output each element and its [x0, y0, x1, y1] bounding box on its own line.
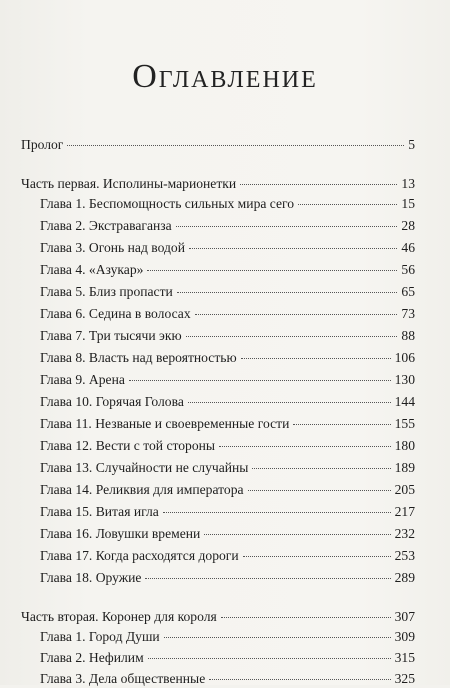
toc-entry: [40, 649, 415, 667]
dot-leader: [293, 424, 390, 425]
toc-entry: [40, 415, 415, 433]
toc-entry-page-number: 88: [401, 328, 415, 343]
toc-entry-page-number: 106: [394, 350, 415, 365]
dot-leader: [240, 184, 397, 185]
dot-leader: [219, 446, 391, 447]
toc-entry-title: Глава 17. Когда расходятся дороги: [40, 548, 239, 563]
toc-entry-title: Глава 2. Экстраваганза: [40, 218, 172, 233]
toc-entry: [21, 136, 415, 154]
toc-entry-title: Пролог: [21, 137, 64, 152]
toc-entry-title: Глава 18. Оружие: [40, 570, 142, 585]
page-title: Оглавление: [132, 58, 318, 95]
toc-entry: [40, 393, 415, 411]
dot-leader: [298, 204, 397, 205]
toc-entry-title: Глава 9. Арена: [40, 372, 125, 387]
toc-entry-title: Глава 10. Горячая Голова: [40, 394, 184, 409]
dot-leader: [252, 468, 390, 469]
toc-entry: [40, 547, 415, 565]
toc-entry: [40, 217, 415, 235]
toc-entry: [40, 305, 415, 323]
toc-entry-title: Глава 2. Нефилим: [40, 650, 144, 665]
toc-entry-title: Глава 3. Дела общественные: [40, 671, 206, 686]
dot-leader: [176, 226, 398, 227]
toc-entry: [40, 670, 415, 688]
toc-entry-page-number: 315: [394, 650, 415, 665]
toc-entry: [40, 283, 415, 301]
dot-leader: [148, 658, 391, 659]
toc-entry-page-number: 189: [394, 460, 415, 475]
toc-entry: [40, 628, 415, 646]
toc-entry-page-number: 309: [394, 629, 415, 644]
dot-leader: [189, 248, 397, 249]
dot-leader: [67, 145, 404, 146]
toc-entry: [40, 525, 415, 543]
toc-entry: [21, 608, 415, 626]
toc-entry: [40, 261, 415, 279]
toc-entry-page-number: 144: [394, 394, 415, 409]
toc-entry: [40, 327, 415, 345]
toc-entry-page-number: 217: [394, 504, 415, 519]
toc-entry: [40, 459, 415, 477]
toc-entry-title: Глава 7. Три тысячи экю: [40, 328, 182, 343]
toc-entry-title: Глава 12. Вести с той стороны: [40, 438, 216, 453]
dot-leader: [188, 402, 391, 403]
toc-entry-title: Глава 5. Близ пропасти: [40, 284, 173, 299]
dot-leader: [241, 358, 391, 359]
toc-entry-title: Глава 1. Беспомощность сильных мира сего: [40, 196, 295, 211]
toc-entry-title: Глава 6. Седина в волосах: [40, 306, 191, 321]
toc-entry: [40, 481, 415, 499]
toc-entry-page-number: 307: [394, 609, 415, 624]
dot-leader: [204, 534, 390, 535]
toc-entry-page-number: 155: [394, 416, 415, 431]
toc-entry: [40, 437, 415, 455]
dot-leader: [147, 270, 397, 271]
toc-entry-page-number: 65: [401, 284, 415, 299]
toc-entry-title: Глава 1. Город Души: [40, 629, 160, 644]
toc-entry-page-number: 180: [394, 438, 415, 453]
toc-entry-page-number: 289: [394, 570, 415, 585]
dot-leader: [163, 512, 391, 513]
dot-leader: [195, 314, 398, 315]
dot-leader: [248, 490, 391, 491]
toc-entry-title: Глава 11. Незваные и своевременные гости: [40, 416, 290, 431]
toc-entry-page-number: 56: [401, 262, 415, 277]
dot-leader: [221, 617, 391, 618]
toc-entry-page-number: 325: [394, 671, 415, 686]
dot-leader: [186, 336, 398, 337]
toc-entry: [40, 371, 415, 389]
toc-entry-page-number: 46: [401, 240, 415, 255]
toc-entry-page-number: 253: [394, 548, 415, 563]
dot-leader: [129, 380, 391, 381]
toc-entry-title: Глава 8. Власть над вероятностью: [40, 350, 237, 365]
toc-entry-page-number: 28: [401, 218, 415, 233]
toc-entry: [40, 239, 415, 257]
toc-entry: [40, 349, 415, 367]
toc-entry-page-number: 205: [394, 482, 415, 497]
toc-entry-title: Глава 3. Огонь над водой: [40, 240, 185, 255]
dot-leader: [243, 556, 391, 557]
toc-entry-page-number: 15: [401, 196, 415, 211]
toc-entry: [40, 569, 415, 587]
toc-entry-title: Глава 4. «Азукар»: [40, 262, 144, 277]
toc-entry-title: Глава 14. Реликвия для императора: [40, 482, 244, 497]
dot-leader: [164, 637, 391, 638]
toc-entry-title: Глава 15. Витая игла: [40, 504, 159, 519]
dot-leader: [177, 292, 398, 293]
toc-entry-title: Часть первая. Исполины-марионетки: [21, 176, 237, 191]
toc-entry-page-number: 232: [394, 526, 415, 541]
toc-entry: [40, 195, 415, 213]
dot-leader: [209, 679, 390, 680]
toc-entry-title: Глава 16. Ловушки времени: [40, 526, 201, 541]
toc-entry-title: Часть вторая. Коронер для короля: [21, 609, 217, 624]
toc-entry-page-number: 73: [401, 306, 415, 321]
toc-entry-page-number: 130: [394, 372, 415, 387]
toc-entry-title: Глава 13. Случайности не случайны: [40, 460, 249, 475]
toc-entry-page-number: 13: [401, 176, 415, 191]
toc-entry: [40, 503, 415, 521]
toc-entry-page-number: 5: [408, 137, 415, 152]
dot-leader: [145, 578, 390, 579]
toc-entry: [21, 175, 415, 193]
